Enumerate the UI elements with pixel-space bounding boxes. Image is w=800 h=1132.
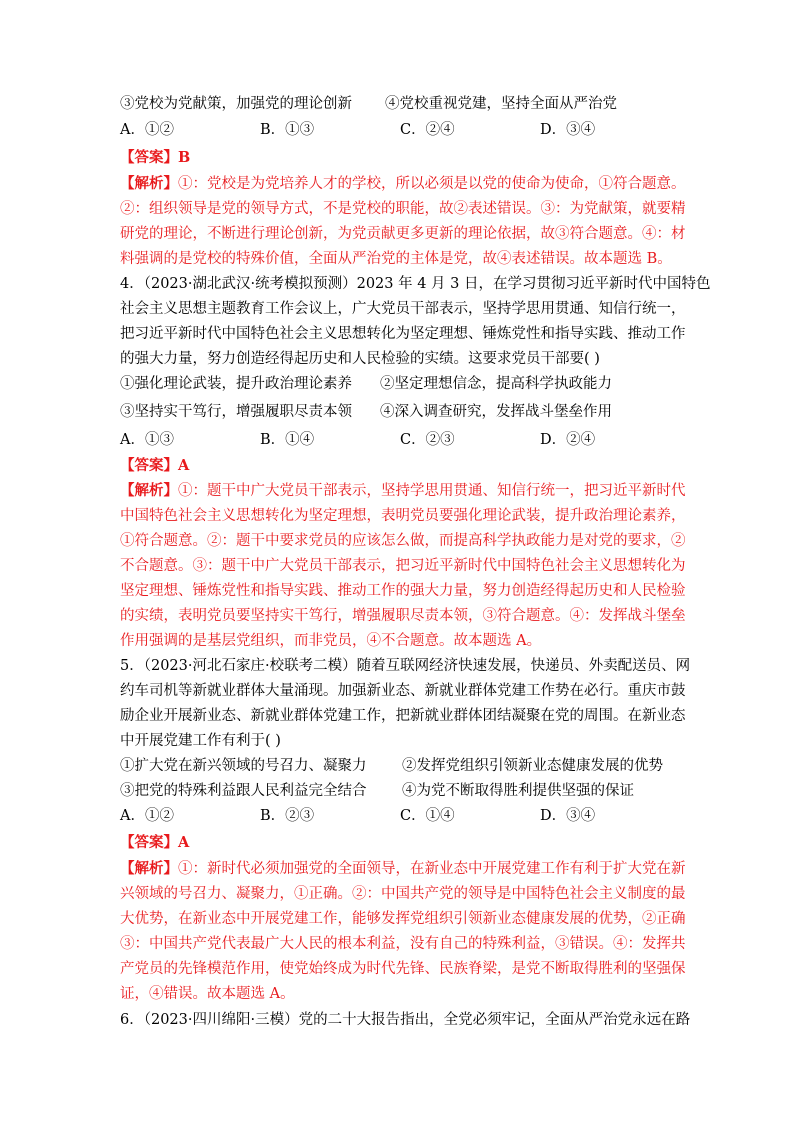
q3-option-d: D．③④ bbox=[540, 122, 596, 138]
analysis-label: 【解析】 bbox=[120, 175, 178, 192]
q4-analysis-line-4: 不合题意。③：题干中广大党员干部表示，把习近平新时代中国特色社会主义思想转化为 bbox=[120, 558, 686, 574]
q5-analysis-line-2: 兴领域的号召力、凝聚力，①正确。②：中国共产党的领导是中国特色社会主义制度的最 bbox=[120, 886, 686, 902]
q5-stem-line-4: 中开展党建工作有利于( ) bbox=[120, 733, 281, 749]
q4-statement-2: ②坚定理想信念，提高科学执政能力 bbox=[380, 376, 612, 392]
q4-statement-1: ①强化理论武装，提升政治理论素养 bbox=[120, 376, 352, 392]
answer-value: B bbox=[178, 149, 191, 166]
q3-statement-4: ④党校重视党建，坚持全面从严治党 bbox=[385, 96, 617, 112]
q5-analysis-line-4: ③：中国共产党代表最广大人民的根本利益，没有自己的特殊利益，③错误。④：发挥共 bbox=[120, 936, 686, 952]
q4-analysis-line-3: ①符合题意。②：题干中要求党员的应该怎么做，而提高科学执政能力是对党的要求，② bbox=[120, 533, 686, 549]
analysis-label: 【解析】 bbox=[120, 482, 178, 499]
q5-answer bbox=[120, 833, 189, 853]
q4-analysis-line-2: 中国特色社会主义思想转化为坚定理想，表明党员要强化理论武装，提升政治理论素养， bbox=[120, 508, 686, 524]
q4-stem-line-4: 的强大力量，努力创造经得起历史和人民检验的实绩。这要求党员干部要( ) bbox=[120, 351, 600, 367]
q3-statement-3: ③党校为党献策，加强党的理论创新 bbox=[120, 96, 352, 112]
q3-analysis-line-3: 研党的理论，不断进行理论创新，为党贡献更多更新的理论依据，故③符合题意。④：材 bbox=[120, 226, 686, 242]
q3-option-c: C．②④ bbox=[400, 122, 455, 138]
q4-statement-4: ④深入调查研究，发挥战斗堡垒作用 bbox=[380, 404, 612, 420]
q4-statement-3: ③坚持实干笃行，增强履职尽责本领 bbox=[120, 404, 352, 420]
q4-stem-line-1: 4．（2023·湖北武汉·统考模拟预测）2023 年 4 月 3 日，在学习贯彻习近平新时代中国特色 bbox=[120, 276, 711, 292]
q4-option-b: B．①④ bbox=[260, 432, 315, 448]
q5-stem-line-2: 约车司机等新就业群体大量涌现。加强新业态、新就业群体党建工作势在必行。重庆市鼓 bbox=[120, 683, 686, 699]
q5-analysis-line-1: 【解析】①：新时代必须加强党的全面领导，在新业态中开展党建工作有利于扩大党在新 bbox=[120, 860, 686, 877]
answer-label: 【答案】 bbox=[120, 457, 178, 474]
analysis-label: 【解析】 bbox=[120, 860, 178, 877]
q4-answer bbox=[120, 456, 189, 476]
answer-value: A bbox=[178, 834, 190, 851]
q4-analysis-line-1: 【解析】①：题干中广大党员干部表示，坚持学思用贯通、知信行统一，把习近平新时代 bbox=[120, 482, 686, 499]
q5-option-d: D．③④ bbox=[540, 808, 596, 824]
answer-label: 【答案】 bbox=[120, 834, 178, 851]
q5-option-a: A．①② bbox=[120, 808, 174, 824]
q4-option-d: D．②④ bbox=[540, 432, 596, 448]
q5-statement-1: ①扩大党在新兴领域的号召力、凝聚力 bbox=[120, 758, 367, 774]
q5-analysis-line-5: 产党员的先锋模范作用，使党始终成为时代先锋、民族脊梁，是党不断取得胜利的坚强保 bbox=[120, 961, 686, 977]
q5-option-b: B．②③ bbox=[260, 808, 315, 824]
q3-option-a: A．①② bbox=[120, 122, 174, 138]
q3-statement-row-2 bbox=[120, 94, 352, 114]
q3-analysis-line-4: 料强调的是党校的特殊价值，全面从严治党的主体是党，故④表述错误。故本题选 B。 bbox=[120, 251, 672, 267]
q5-option-c: C．①④ bbox=[400, 808, 455, 824]
q5-stem-line-3: 励企业开展新业态、新就业群体党建工作，把新就业群体团结凝聚在党的周围。在新业态 bbox=[120, 708, 686, 724]
q5-statement-2: ②发挥党组织引领新业态健康发展的优势 bbox=[402, 758, 663, 774]
q5-statement-4: ④为党不断取得胜利提供坚强的保证 bbox=[402, 783, 634, 799]
q4-option-a: A．①③ bbox=[120, 432, 174, 448]
q4-stem-line-3: 把习近平新时代中国特色社会主义思想转化为坚定理想、锤炼党性和指导实践、推动工作 bbox=[120, 326, 686, 342]
q4-analysis-line-7: 作用强调的是基层党组织，而非党员，④不合题意。故本题选 A。 bbox=[120, 633, 542, 649]
answer-label: 【答案】 bbox=[120, 149, 178, 166]
q3-analysis-line-1: 【解析】①：党校是为党培养人才的学校，所以必须是以党的使命为使命，①符合题意。 bbox=[120, 175, 686, 192]
q4-option-c: C．②③ bbox=[400, 432, 455, 448]
q5-analysis-line-6: 证，④错误。故本题选 A。 bbox=[120, 986, 295, 1002]
q5-statement-3: ③把党的特殊利益跟人民利益完全结合 bbox=[120, 783, 367, 799]
answer-value: A bbox=[178, 457, 190, 474]
q5-analysis-line-3: 大优势，在新业态中开展党建工作，能够发挥党组织引领新业态健康发展的优势，②正确 bbox=[120, 911, 686, 927]
q6-stem-line-1: 6．（2023·四川绵阳·三模）党的二十大报告指出，全党必须牢记，全面从严治党永远在路 bbox=[120, 1012, 691, 1028]
q4-stem-line-2: 社会主义思想主题教育工作会议上，广大党员干部表示，坚持学思用贯通、知信行统一， bbox=[120, 301, 686, 317]
q3-answer bbox=[120, 148, 190, 168]
q4-analysis-line-5: 坚定理想、锤炼党性和指导实践、推动工作的强大力量，努力创造经得起历史和人民检验 bbox=[120, 583, 686, 599]
q3-analysis-line-2: ②：组织领导是党的领导方式，不是党校的职能，故②表述错误。③：为党献策，就要精 bbox=[120, 201, 686, 217]
q3-option-b: B．①③ bbox=[260, 122, 315, 138]
q4-analysis-line-6: 的实绩，表明党员要坚持实干笃行，增强履职尽责本领，③符合题意。④：发挥战斗堡垒 bbox=[120, 608, 686, 624]
q5-stem-line-1: 5．（2023·河北石家庄·校联考二模）随着互联网经济快速发展，快递员、外卖配送员、网 bbox=[120, 658, 691, 674]
